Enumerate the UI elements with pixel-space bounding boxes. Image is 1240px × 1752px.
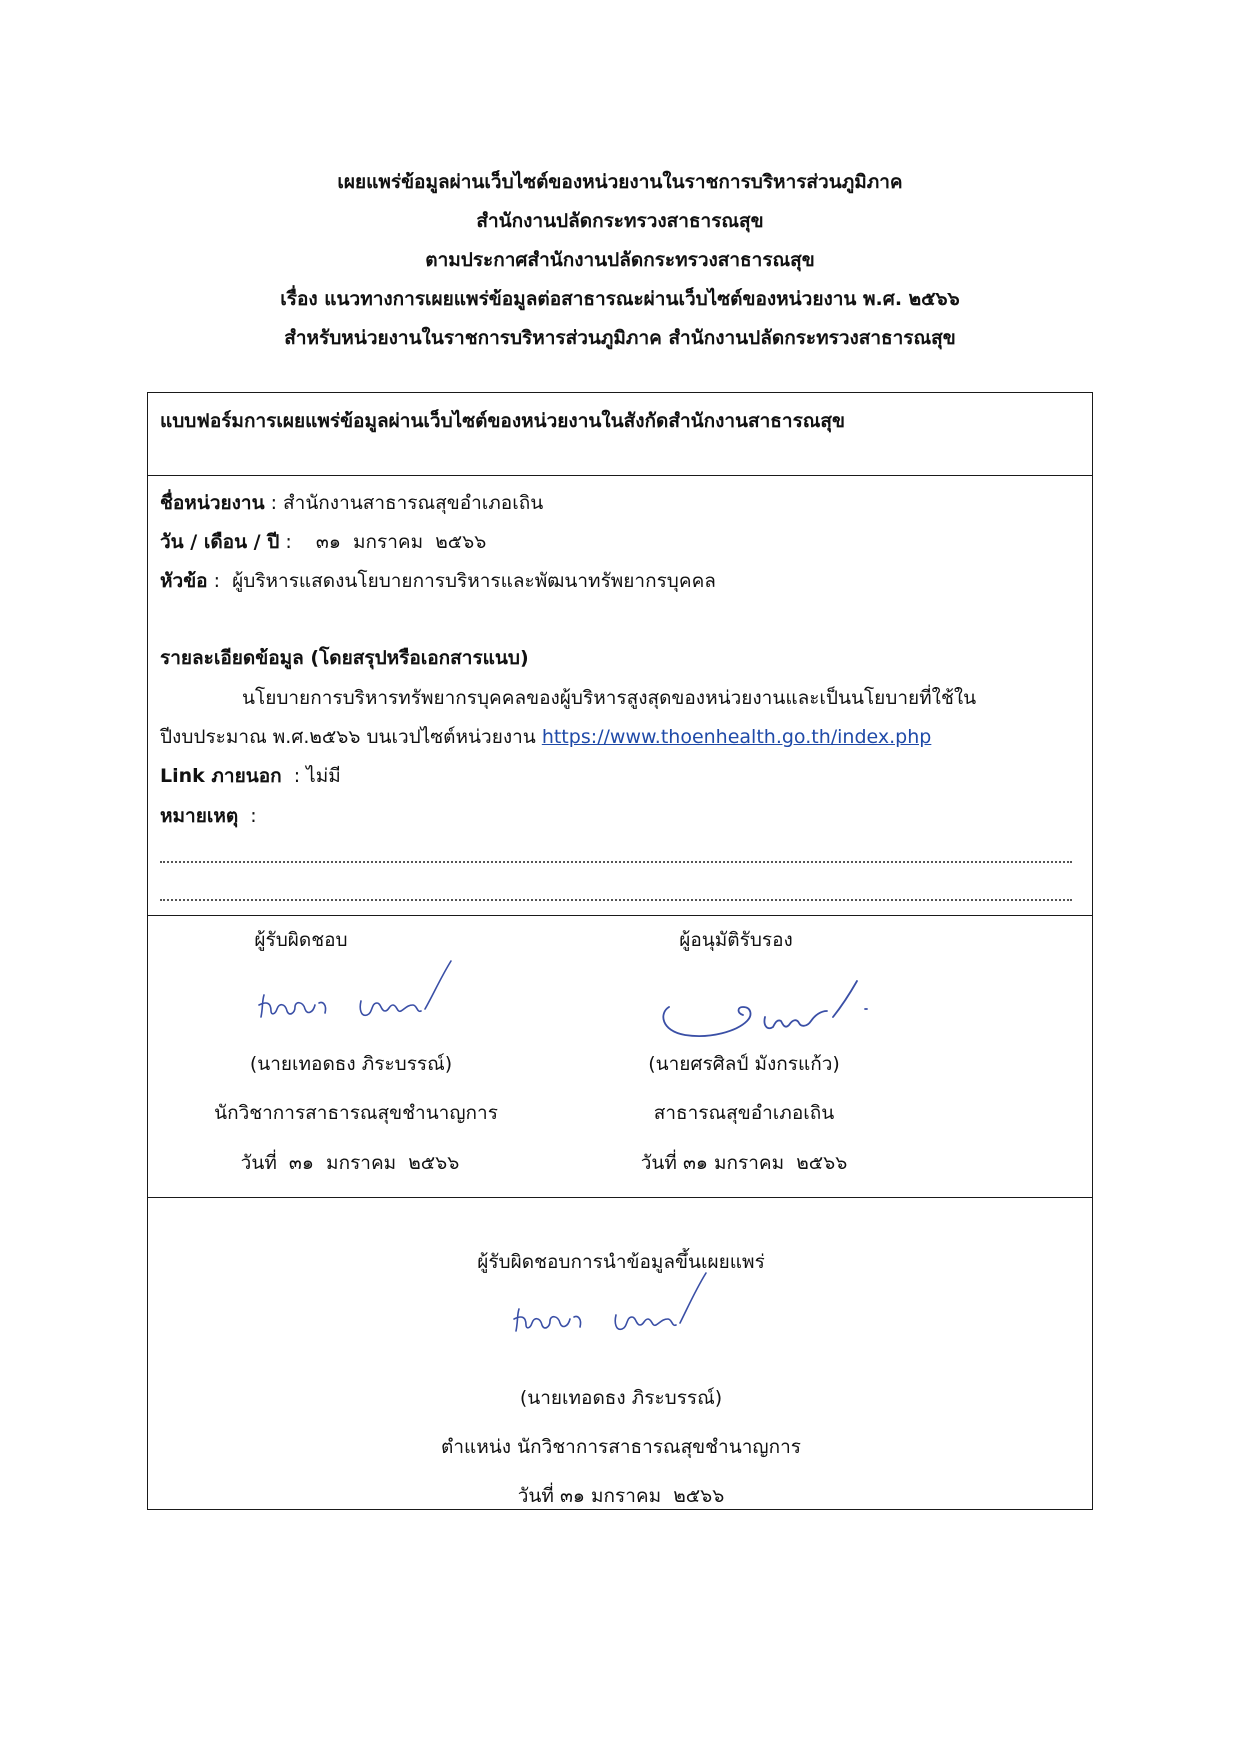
publisher-role: ผู้รับผิดชอบการนำข้อมูลขึ้นเผยแพร่ bbox=[477, 1251, 765, 1273]
responsible-date: วันที่ ๓๑ มกราคม ๒๕๖๖ bbox=[240, 1152, 460, 1174]
approver-name: (นายศรศิลป์ มังกรแก้ว) bbox=[648, 1053, 840, 1075]
topic-label: หัวข้อ bbox=[160, 570, 208, 592]
publisher-signature-mark bbox=[508, 1257, 728, 1347]
topic-row bbox=[160, 566, 716, 596]
approver-date: วันที่ ๓๑ มกราคม ๒๕๖๖ bbox=[640, 1152, 848, 1174]
remark-dotted-line-2 bbox=[160, 899, 1072, 901]
detail-line-2 bbox=[160, 722, 1072, 752]
external-link-value: : ไม่มี bbox=[287, 765, 341, 787]
heading-line-1: เผยแพร่ข้อมูลผ่านเว็บไซต์ของหน่วยงานในราชการบริหารส่วนภูมิภาค bbox=[337, 171, 903, 193]
form-divider bbox=[148, 475, 1092, 476]
responsible-position: นักวิชาการสาธารณสุขชำนาญการ bbox=[214, 1102, 498, 1124]
heading-line-5: สำหรับหน่วยงานในราชการบริหารส่วนภูมิภาค สำนักงานปลัดกระทรวงสาธารณสุข bbox=[284, 327, 956, 349]
approver-signature-block bbox=[615, 915, 1045, 1197]
remark-dotted-line-1 bbox=[160, 861, 1072, 863]
topic-value: : ผู้บริหารแสดงนโยบายการบริหารและพัฒนาทรัพยากรบุคคล bbox=[213, 570, 716, 592]
approver-position: สาธารณสุขอำเภอเถิน bbox=[653, 1102, 835, 1124]
detail-line-2-text: ปีงบประมาณ พ.ศ.๒๕๖๖ บนเวปไซต์หน่วยงาน bbox=[160, 726, 542, 748]
date-row bbox=[160, 527, 486, 557]
publisher-position: ตำแหน่ง นักวิชาการสาธารณสุขชำนาญการ bbox=[441, 1436, 801, 1458]
detail-heading: รายละเอียดข้อมูล (โดยสรุปหรือเอกสารแนบ) bbox=[160, 647, 529, 669]
external-link-label: Link ภายนอก bbox=[160, 765, 282, 787]
detail-line-1 bbox=[160, 683, 1072, 713]
agency-row bbox=[160, 488, 543, 518]
detail-line-1-text: นโยบายการบริหารทรัพยากรบุคคลของผู้บริหารสูงสุดของหน่วยงานและเป็นนโยบายที่ใช้ใน bbox=[242, 687, 977, 709]
responsible-signature-block bbox=[148, 915, 578, 1197]
heading-line-2: สำนักงานปลัดกระทรวงสาธารณสุข bbox=[476, 210, 764, 232]
remark-value: : bbox=[244, 805, 257, 827]
responsible-name: (นายเทอดธง ภิระบรรณ์) bbox=[249, 1053, 453, 1075]
agency-value: : สำนักงานสาธารณสุขอำเภอเถิน bbox=[270, 492, 544, 514]
remark-label: หมายเหตุ bbox=[160, 805, 239, 827]
publisher-signature-block bbox=[148, 1197, 1094, 1511]
agency-label: ชื่อหน่วยงาน bbox=[160, 492, 265, 514]
external-link-row bbox=[160, 761, 341, 791]
responsible-signature-mark bbox=[253, 955, 473, 1035]
approver-role: ผู้อนุมัติรับรอง bbox=[679, 929, 793, 951]
document-heading bbox=[0, 163, 1240, 358]
heading-line-4: เรื่อง แนวทางการเผยแพร่ข้อมูลต่อสาธารณะผ่านเว็บไซต์ของหน่วยงาน พ.ศ. ๒๕๖๖ bbox=[280, 288, 960, 310]
responsible-role: ผู้รับผิดชอบ bbox=[254, 929, 348, 951]
publisher-date: วันที่ ๓๑ มกราคม ๒๕๖๖ bbox=[517, 1485, 725, 1507]
approver-signature-mark bbox=[655, 973, 885, 1053]
agency-website-link[interactable]: https://www.thoenhealth.go.th/index.php bbox=[541, 726, 932, 748]
heading-line-3: ตามประกาศสำนักงานปลัดกระทรวงสาธารณสุข bbox=[425, 249, 815, 271]
publication-form bbox=[147, 392, 1093, 1510]
form-title: แบบฟอร์มการเผยแพร่ข้อมูลผ่านเว็บไซต์ของหน่วยงานในสังกัดสำนักงานสาธารณสุข bbox=[160, 410, 845, 432]
publisher-name: (นายเทอดธง ภิระบรรณ์) bbox=[519, 1387, 723, 1409]
date-value: : ๓๑ มกราคม ๒๕๖๖ bbox=[285, 531, 487, 553]
remark-row bbox=[160, 801, 257, 831]
date-label: วัน / เดือน / ปี bbox=[160, 531, 280, 553]
